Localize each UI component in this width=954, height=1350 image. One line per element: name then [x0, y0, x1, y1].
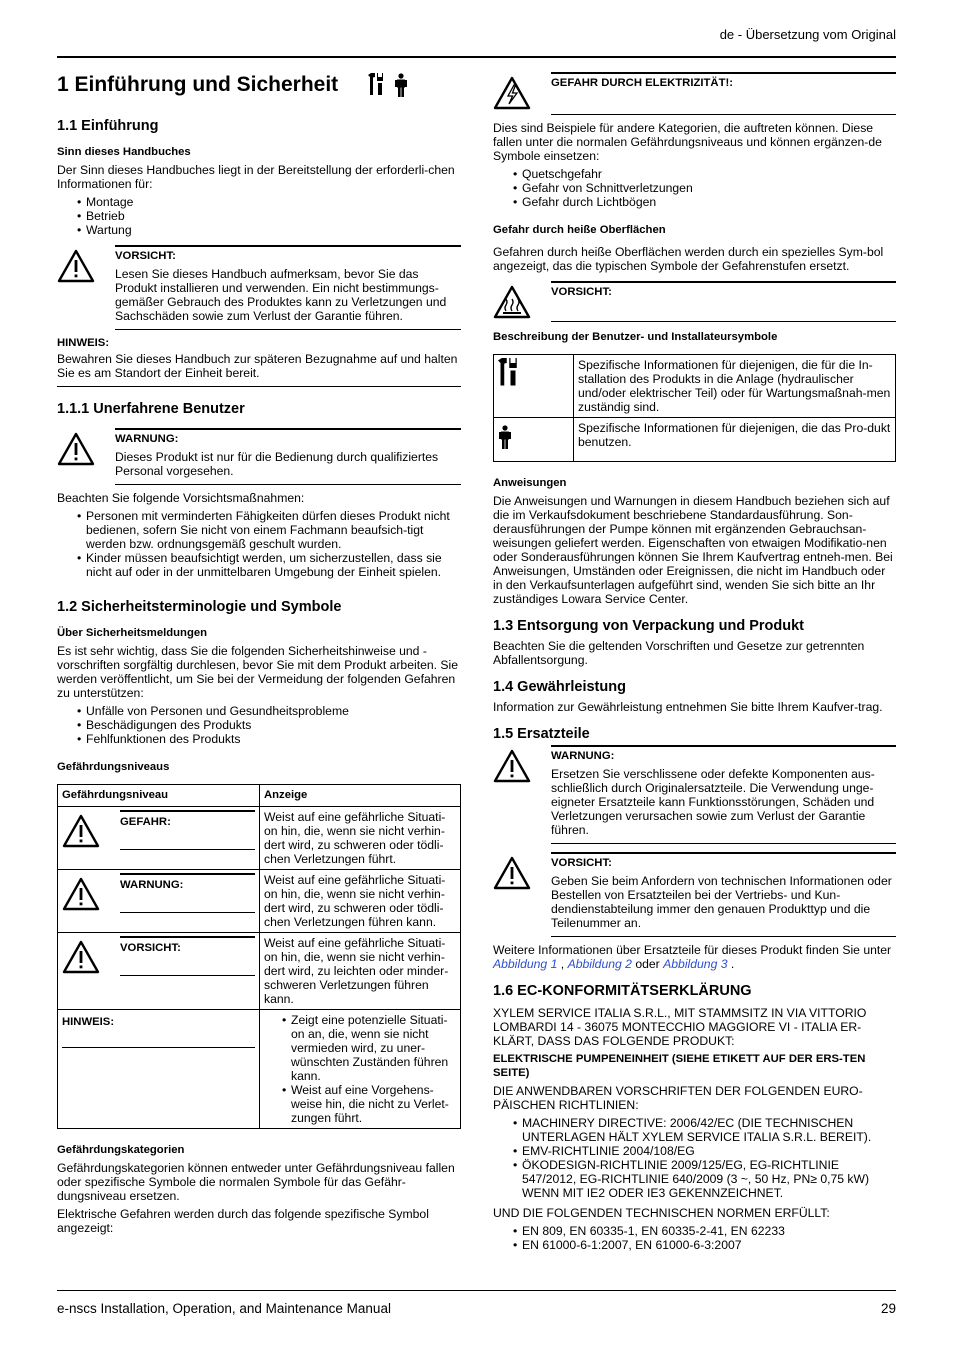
- subheading-instructions: Anweisungen: [493, 477, 567, 489]
- figure-1-link[interactable]: Abbildung 1: [493, 957, 558, 971]
- spare-parts-text: Weitere Informationen über Ersatzteile für dieses Produkt finden Sie unter: [493, 943, 892, 957]
- table-header: Gefährdungsniveau: [58, 785, 260, 807]
- list-item: • MACHINERY DIRECTIVE: 2006/42/EC (DIE TECHNISCHEN UNTERLAGEN HÄLT XYLEM SERVICE ITALIA S.R.L. BEREIT).: [513, 1116, 896, 1144]
- hazards-list: [77, 704, 461, 746]
- warning-triangle-icon: [57, 245, 115, 330]
- list-item: • EMV-RICHTLINIE 2004/108/EG: [513, 1144, 896, 1158]
- notice-text: Ersetzen Sie verschlissene oder defekte Komponenten aus-schließlich durch Originalersatzteile. Die Verwendung unge-eigneter Ersatzteile kann Funktionsstörungen, Schäden und Verletzungen verursachen sowie zum Verlust der Garantie führen.: [551, 767, 875, 837]
- page-number: 29: [880, 1301, 896, 1316]
- paragraph-standards: UND DIE FOLGENDEN TECHNISCHEN NORMEN ERFÜLLT:: [493, 1206, 830, 1220]
- notice-label: VORSICHT:: [551, 286, 612, 298]
- warning-triangle-icon: [62, 873, 120, 913]
- paragraph-instructions: Die Anweisungen und Warnungen in diesem Handbuch beziehen sich auf die im Verkaufsdokument beschriebene Standardausführung. Son-derausführungen der Pumpe können mit ergänzenden Gebrauchsan-weisungen geliefert werden. Eigenschaften von etwaigen Modifikatio-nen oder Sonderausführungen können Sie Ihrem Kaufvertrag entneh-men. Bei Anweisungen, Umständen oder Ereignissen, die nicht im Handbuch oder in den Verkaufsunterlagen aufgeführt sind, wenden Sie sich bitte an Ihr zuständiges Lowara Service Center.: [493, 494, 893, 606]
- subheading-hot-surfaces: Gefahr durch heiße Oberflächen: [493, 224, 666, 236]
- warning-triangle-icon: [62, 810, 120, 850]
- separator: ,: [560, 957, 565, 971]
- paragraph-hazard-categories: Gefährdungskategorien können entweder unter Gefährdungsniveau fallen oder spezifische Symbole die normalen Symbole für das Gefähr-dungsniveau ersetzen.: [57, 1161, 455, 1203]
- notice-text: Geben Sie beim Anfordern von technischen Informationen oder Bestellen von Ersatzteilen bei der Vertriebs- und Kun-dendienstabteilung immer den genauen Produkttyp und die Teilenummer an.: [551, 874, 892, 930]
- hazard-level-text: Weist auf eine gefährliche Situati-on hin, die, wenn sie nicht verhin-dert wird, zu schweren oder tödli-chen Verletzungen führen kann.: [260, 870, 461, 933]
- list-item: • Quetschgefahr: [513, 167, 896, 181]
- notice-label: WARNUNG:: [115, 433, 179, 445]
- purpose-list: [77, 195, 461, 237]
- footer-rule: [57, 1290, 896, 1291]
- list-item: • Personen mit verminderten Fähigkeiten dürfen dieses Produkt nicht bedienen, sofern Sie nicht von einem Fachmann beaufsich-tigt werden bzw. ordnungsgemäß geschult wurden.: [77, 509, 461, 551]
- list-item: • Gefahr von Schnittverletzungen: [513, 181, 896, 195]
- hinweis-text: Bewahren Sie dieses Handbuch zur späteren Bezugnahme auf und halten Sie es am Standort der Einheit bereit.: [57, 352, 458, 380]
- notice-label: VORSICHT:: [115, 250, 176, 262]
- notice-label: VORSICHT:: [551, 857, 612, 869]
- paragraph-purpose: Der Sinn dieses Handbuches liegt in der Bereitstellung der erforderli-chen Informationen für:: [57, 163, 455, 191]
- hinweis-label: HINWEIS:: [57, 337, 110, 349]
- electrical-hazard-icon: [493, 72, 551, 115]
- section-title-1-1: 1.1 Einführung: [57, 118, 159, 134]
- warnung-notice: [57, 428, 461, 485]
- table-row: [494, 418, 896, 462]
- table-row: [494, 355, 896, 418]
- user-symbol-text: Spezifische Informationen für diejenigen, die für die In-stallation des Produkts in die Anlage (hydraulischer und/oder elektrischer Teil) oder für Wartungsmaßnah-men zuständig sind.: [574, 355, 896, 418]
- person-icon: [498, 421, 569, 453]
- section-title-1-5: 1.5 Ersatzteile: [493, 726, 590, 742]
- tools-icon: [498, 358, 569, 388]
- table-row: [58, 807, 461, 870]
- tools-icon: [368, 73, 384, 97]
- electrical-hazard-notice: [493, 72, 896, 115]
- subheading-safety-messages: Über Sicherheitsmeldungen: [57, 627, 208, 639]
- chapter-title: [57, 72, 461, 98]
- warning-triangle-icon: [62, 936, 120, 976]
- separator: .: [730, 957, 735, 971]
- section-title-1-2: 1.2 Sicherheitsterminologie und Symbole: [57, 599, 342, 615]
- user-symbols-table: [493, 354, 896, 462]
- list-item: • Weist auf eine Vorgehens-weise hin, die nicht zu Verlet-zungen führt.: [282, 1083, 456, 1125]
- hazard-level-label: HINWEIS:: [62, 1013, 255, 1048]
- warning-triangle-icon: [493, 852, 551, 937]
- warning-triangle-icon: [57, 428, 115, 485]
- paragraph-directives: DIE ANWENDBAREN VORSCHRIFTEN DER FOLGENDEN EURO-PÄISCHEN RICHTLINIEN:: [493, 1084, 863, 1112]
- hazard-level-text: Weist auf eine gefährliche Situati-on hin, die, wenn sie nicht verhin-dert wird, zu leichten oder minder-schweren Verletzungen führen kann.: [260, 933, 461, 1010]
- list-item: • Fehlfunktionen des Produkts: [77, 732, 461, 746]
- person-icon: [394, 73, 408, 97]
- figure-2-link[interactable]: Abbildung 2: [567, 957, 632, 971]
- hot-surface-icon: [493, 281, 551, 322]
- hinweis-notice: [57, 336, 461, 387]
- precautions-list: [77, 509, 461, 579]
- examples-list: [513, 167, 896, 209]
- list-item: • Wartung: [77, 223, 461, 237]
- paragraph-hot-surfaces: Gefahren durch heiße Oberflächen werden durch ein spezielles Sym-bol angezeigt, das die typischen Symbole der Gefahrenstufen ersetzt.: [493, 245, 884, 273]
- notice-text: Dieses Produkt ist nur für die Bedienung durch qualifiziertes Personal vorgesehen.: [115, 450, 439, 478]
- chapter-title-text: 1 Einführung und Sicherheit: [57, 73, 339, 96]
- section-title-1-6: 1.6 EC-KONFORMITÄTSERKLÄRUNG: [493, 983, 752, 999]
- paragraph-spare-parts-more: [493, 943, 896, 971]
- list-item: • Kinder müssen beaufsichtigt werden, um sicherzustellen, dass sie nicht auf oder in der unmittelbaren Umgebung der Einheit spielen.: [77, 551, 461, 579]
- notice-label: GEFAHR DURCH ELEKTRIZITÄT!:: [551, 77, 733, 89]
- table-row: [58, 870, 461, 933]
- table-row: [58, 933, 461, 1010]
- paragraph-warranty: Information zur Gewährleistung entnehmen Sie bitte Ihrem Kaufver-trag.: [493, 700, 883, 714]
- subheading-hazard-categories: Gefährdungskategorien: [57, 1144, 185, 1156]
- hazard-level-table: [57, 784, 461, 1129]
- list-item: • Unfälle von Personen und Gesundheitsprobleme: [77, 704, 461, 718]
- hazard-level-label: VORSICHT:: [120, 936, 255, 976]
- subheading-purpose: Sinn dieses Handbuches: [57, 146, 191, 158]
- paragraph-electrical: Elektrische Gefahren werden durch das folgende spezifische Symbol angezeigt:: [57, 1207, 429, 1235]
- list-item: • EN 61000-6-1:2007, EN 61000-6-3:2007: [513, 1238, 896, 1252]
- paragraph-safety-messages: Es ist sehr wichtig, dass Sie die folgenden Sicherheitshinweise und -vorschriften sorgfältig durchlesen, bevor Sie mit dem Produkt arbeiten. Sie werden veröffentlicht, um Sie bei der Vermeidung der folgenden Gefahren zu unterstützen:: [57, 644, 459, 700]
- right-column: [493, 70, 896, 1258]
- list-item: • EN 809, EN 60335-1, EN 60335-2-41, EN 62233: [513, 1224, 896, 1238]
- paragraph-declaration: XYLEM SERVICE ITALIA S.R.L., MIT STAMMSITZ IN VIA VITTORIO LOMBARDI 14 - 36075 MONTECCHIO MAGGIORE VI - ITALIA ER-KLÄRT, DASS DAS FOLGENDE PRODUKT:: [493, 1006, 867, 1048]
- paragraph-examples: Dies sind Beispiele für andere Kategorien, die auftreten können. Diese fallen unter die normalen Gefährdungsniveaus und können ergänzen-de Symbole einsetzen:: [493, 121, 882, 163]
- section-title-1-1-1: 1.1.1 Unerfahrene Benutzer: [57, 401, 245, 417]
- separator: oder: [635, 957, 660, 971]
- left-column: [57, 70, 461, 1239]
- product-description: ELEKTRISCHE PUMPENEINHEIT (SIEHE ETIKETT AUF DER ERS-TEN SEITE): [493, 1053, 866, 1079]
- spare-parts-caution: [493, 852, 896, 937]
- spare-parts-warning: [493, 745, 896, 844]
- list-item: • ÖKODESIGN-RICHTLINIE 2009/125/EG, EG-RICHTLINIE 547/2012, EG-RICHTLINIE 640/2009 (3 ~, 50 Hz, PN≥ 0,75 kW) WENN MIT IE2 ODER IE3 GEKENNZEICHNET.: [513, 1158, 896, 1200]
- hazard-level-label: GEFAHR:: [120, 810, 255, 850]
- notice-label: WARNUNG:: [551, 750, 615, 762]
- header-rule: [57, 56, 896, 58]
- page-header-language: de - Übersetzung vom Original: [719, 27, 896, 42]
- footer-manual-title: e-nscs Installation, Operation, and Maintenance Manual: [57, 1301, 391, 1316]
- list-item: • Gefahr durch Lichtbögen: [513, 195, 896, 209]
- section-title-1-3: 1.3 Entsorgung von Verpackung und Produkt: [493, 618, 804, 634]
- table-row: [58, 1010, 461, 1129]
- hazard-level-label: WARNUNG:: [120, 873, 255, 913]
- figure-3-link[interactable]: Abbildung 3: [663, 957, 728, 971]
- warning-triangle-icon: [493, 745, 551, 844]
- list-item: • Beschädigungen des Produkts: [77, 718, 461, 732]
- paragraph-disposal: Beachten Sie die geltenden Vorschriften und Gesetze zur getrennten Abfallentsorgung.: [493, 639, 865, 667]
- directives-list: [513, 1116, 896, 1200]
- hot-surface-notice: [493, 281, 896, 322]
- paragraph-precautions: Beachten Sie folgende Vorsichtsmaßnahmen:: [57, 491, 305, 505]
- vorsicht-notice: [57, 245, 461, 330]
- list-item: • Zeigt eine potenzielle Situati-on an, die, wenn sie nicht vermieden wird, zu uner-wünschten Zuständen führen kann.: [282, 1013, 456, 1083]
- standards-list: [513, 1224, 896, 1252]
- list-item: • Betrieb: [77, 209, 461, 223]
- subheading-user-symbols: Beschreibung der Benutzer- und Installateursymbole: [493, 331, 778, 343]
- section-title-1-4: 1.4 Gewährleistung: [493, 679, 626, 695]
- table-header: Anzeige: [260, 785, 461, 807]
- notice-text: Lesen Sie dieses Handbuch aufmerksam, bevor Sie das Produkt installieren und verwenden. Ein nicht bestimmungs-gemäßer Gebrauch des Produktes kann zu Verletzungen und Sachschäden sowie zum Verlust der Garantie führen.: [115, 267, 447, 323]
- hazard-level-text: Weist auf eine gefährliche Situati-on hin, die, wenn sie nicht verhin-dert wird, zu schweren oder tödli-chen Verletzungen führt.: [260, 807, 461, 870]
- list-item: • Montage: [77, 195, 461, 209]
- subheading-hazard-levels: Gefährdungsniveaus: [57, 761, 170, 773]
- user-symbol-text: Spezifische Informationen für diejenigen, die das Pro-dukt benutzen.: [574, 418, 896, 462]
